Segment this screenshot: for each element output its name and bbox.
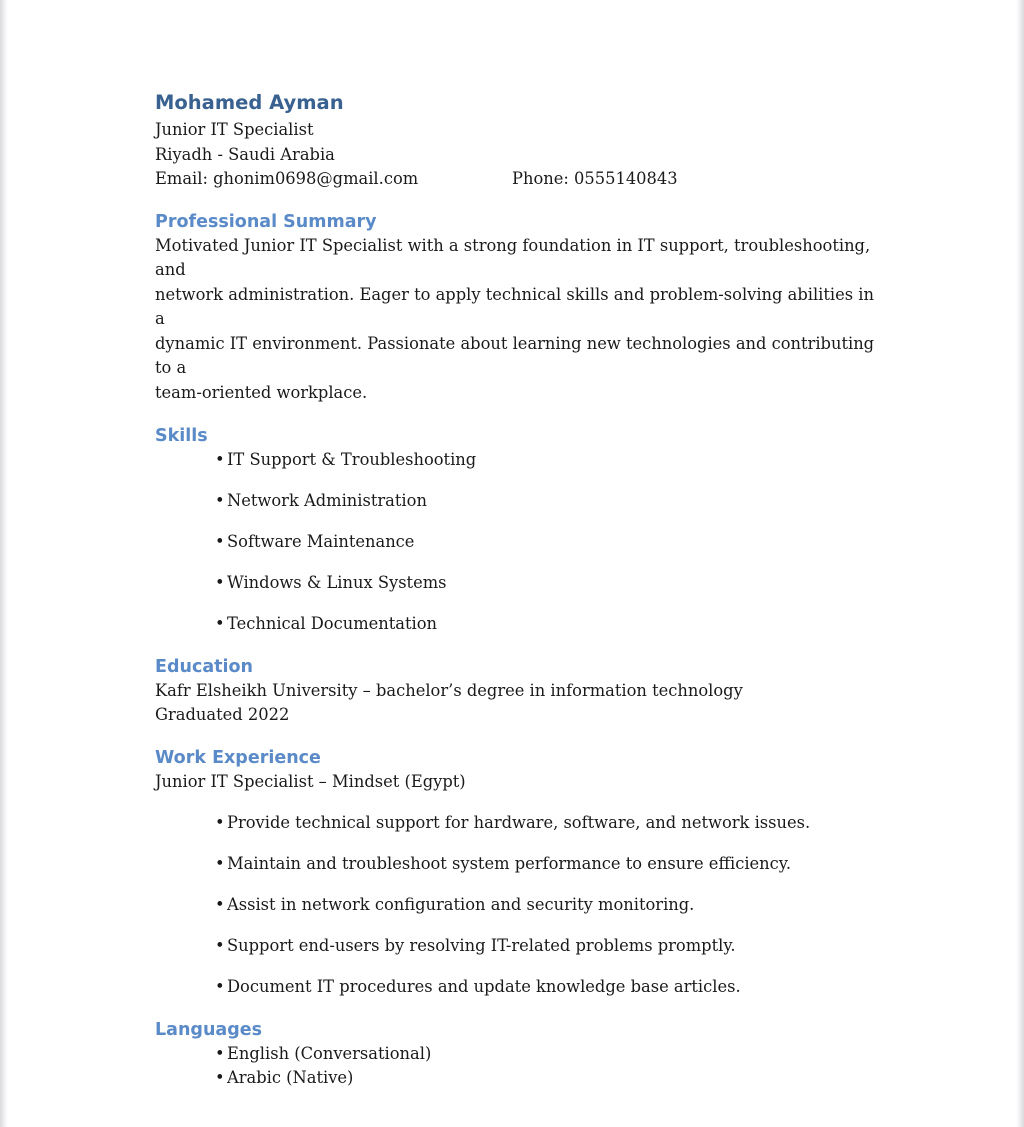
list-item xyxy=(155,571,895,612)
bullet: • xyxy=(215,572,225,592)
spacer xyxy=(155,406,895,424)
list-item xyxy=(155,1066,895,1091)
section-title-summary: Professional Summary xyxy=(155,211,377,232)
email: Email: ghonim0698@gmail.com xyxy=(155,169,419,188)
phone: Phone: 0555140843 xyxy=(512,169,678,188)
list-item xyxy=(155,530,895,571)
section-title-languages: Languages xyxy=(155,1019,263,1040)
spacer xyxy=(155,1000,895,1018)
skill-text: IT Support & Troubleshooting xyxy=(227,449,477,469)
list-item xyxy=(155,612,895,637)
language-text: English (Conversational) xyxy=(227,1043,432,1063)
bullet: • xyxy=(215,812,225,832)
experience-text: Provide technical support for hardware, software, and network issues. xyxy=(227,812,811,832)
skill-text: Windows & Linux Systems xyxy=(227,572,447,592)
bullet: • xyxy=(215,613,225,633)
experience-text: Assist in network configuration and security monitoring. xyxy=(227,894,695,914)
experience-list xyxy=(155,811,895,1000)
skill-text: Technical Documentation xyxy=(227,613,438,633)
experience-text: Maintain and troubleshoot system performance to ensure efficiency. xyxy=(227,853,791,873)
section-title-experience: Work Experience xyxy=(155,747,321,768)
summary-line: network administration. Eager to apply technical skills and problem-solving abilities in a xyxy=(155,284,874,329)
list-item xyxy=(155,893,895,934)
list-item xyxy=(155,934,895,975)
summary-line: dynamic IT environment. Passionate about learning new technologies and contributing to a xyxy=(155,333,875,378)
summary-line: Motivated Junior IT Specialist with a strong foundation in IT support, troubleshooting, and xyxy=(155,235,871,280)
skill-text: Software Maintenance xyxy=(227,531,415,551)
list-item xyxy=(155,811,895,852)
list-item xyxy=(155,852,895,893)
spacer xyxy=(155,637,895,655)
education-degree: Kafr Elsheikh University – bachelor’s degree in information technology xyxy=(155,680,743,700)
resume-page xyxy=(155,88,895,1091)
contact-row xyxy=(155,167,895,192)
bullet: • xyxy=(215,1068,225,1088)
bullet: • xyxy=(215,531,225,551)
spacer xyxy=(155,728,895,746)
bullet: • xyxy=(215,935,225,955)
skills-list xyxy=(155,448,895,637)
candidate-name: Mohamed Ayman xyxy=(155,91,344,114)
experience-text: Support end-users by resolving IT-related problems promptly. xyxy=(227,935,736,955)
experience-text: Document IT procedures and update knowledge base articles. xyxy=(227,976,741,996)
list-item xyxy=(155,448,895,489)
location: Riyadh - Saudi Arabia xyxy=(155,144,335,164)
list-item xyxy=(155,1042,895,1067)
bullet: • xyxy=(215,1043,225,1063)
job-title: Junior IT Specialist xyxy=(155,120,314,139)
list-item xyxy=(155,489,895,530)
section-title-skills: Skills xyxy=(155,425,208,446)
summary-line: team-oriented workplace. xyxy=(155,383,368,403)
skill-text: Network Administration xyxy=(227,490,427,510)
language-text: Arabic (Native) xyxy=(227,1068,354,1088)
spacer xyxy=(155,192,895,210)
bullet: • xyxy=(215,490,225,510)
bullet: • xyxy=(215,894,225,914)
summary-paragraph xyxy=(155,234,875,406)
page-edge-right xyxy=(1016,0,1024,1127)
languages-list xyxy=(155,1042,895,1091)
experience-role: Junior IT Specialist – Mindset (Egypt) xyxy=(155,771,466,791)
bullet: • xyxy=(215,449,225,469)
bullet: • xyxy=(215,853,225,873)
education-graduated: Graduated 2022 xyxy=(155,705,290,725)
bullet: • xyxy=(215,976,225,996)
section-title-education: Education xyxy=(155,656,253,677)
list-item xyxy=(155,975,895,1000)
page-edge-left xyxy=(0,0,8,1127)
